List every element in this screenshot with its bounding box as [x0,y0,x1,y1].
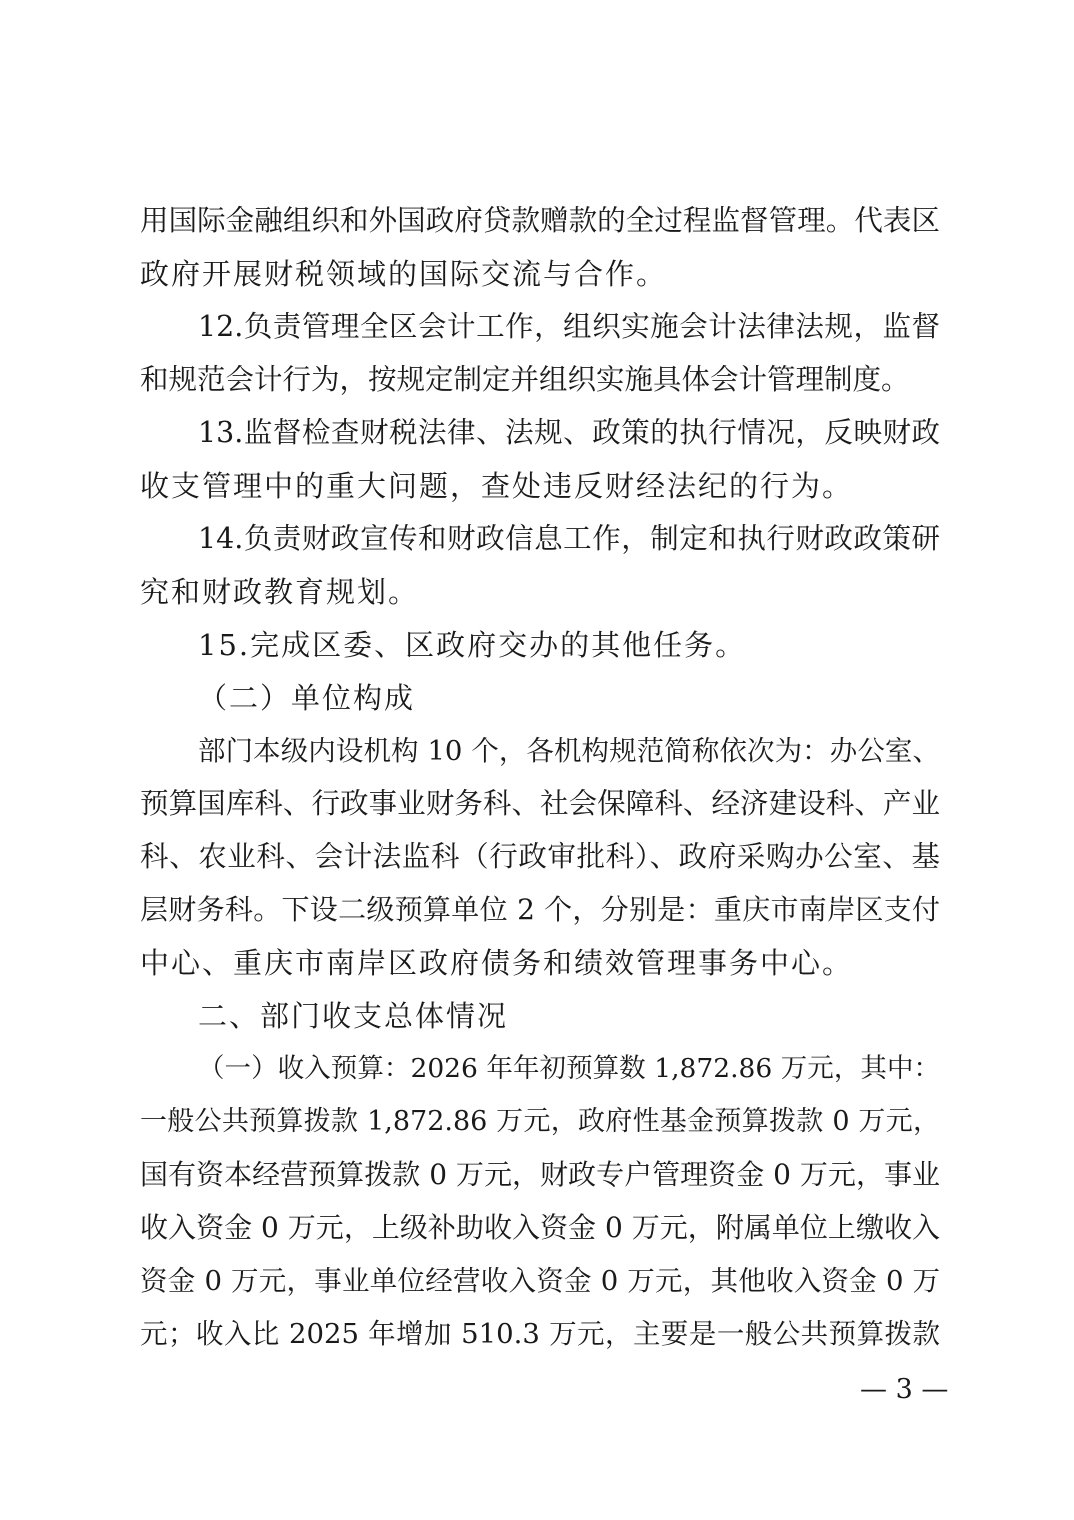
numbered-item-14: 14.负责财政宣传和财政信息工作，制定和执行财政政策研 [198,522,940,555]
body-text-line: 政府开展财税领域的国际交流与合作。 [140,257,668,291]
body-text-line: 和规范会计行为，按规定制定并组织实施具体会计管理制度。 [140,363,910,396]
body-text-line: 资金 0 万元，事业单位经营收入资金 0 万元，其他收入资金 0 万 [140,1265,940,1297]
section-heading: 二、部门收支总体情况 [198,999,509,1033]
body-text-line: 层财务科。下设二级预算单位 2 个，分别是：重庆市南岸区支付 [140,893,940,926]
body-text-line: 元；收入比 2025 年增加 510.3 万元，主要是一般公共预算拨款 [140,1318,940,1350]
body-text-line: 国有资本经营预算拨款 0 万元，财政专户管理资金 0 万元，事业 [140,1158,940,1191]
numbered-item-12: 12.负责管理全区会计工作，组织实施会计法律法规，监督 [198,310,940,343]
body-text-line: 收支管理中的重大问题，查处违反财经法纪的行为。 [140,469,854,503]
body-text-line: 用国际金融组织和外国政府贷款赠款的全过程监督管理。代表区 [140,204,940,237]
body-text-line: 中心、重庆市南岸区政府债务和绩效管理事务中心。 [140,946,854,980]
numbered-item-13: 13.监督检查财税法律、法规、政策的执行情况，反映财政 [198,416,940,449]
numbered-item-15: 15.完成区委、区政府交办的其他任务。 [198,628,747,662]
body-text-line: 部门本级内设机构 10 个，各机构规范简称依次为：办公室、 [198,735,940,767]
page-number: — 3 — [860,1374,949,1405]
body-text-line: 一般公共预算拨款 1,872.86 万元，政府性基金预算拨款 0 万元， [140,1106,940,1137]
body-text-line: 收入资金 0 万元，上级补助收入资金 0 万元，附属单位上缴收入 [140,1211,940,1244]
subsection-heading: （二）单位构成 [198,681,416,715]
body-text-line: 究和财政教育规划。 [140,575,420,609]
body-text-line: （一）收入预算：2026 年年初预算数 1,872.86 万元，其中： [198,1053,940,1084]
body-text-line: 科、农业科、会计法监科（行政审批科）、政府采购办公室、基 [140,840,940,873]
body-text-line: 预算国库科、行政事业财务科、社会保障科、经济建设科、产业 [140,787,940,820]
